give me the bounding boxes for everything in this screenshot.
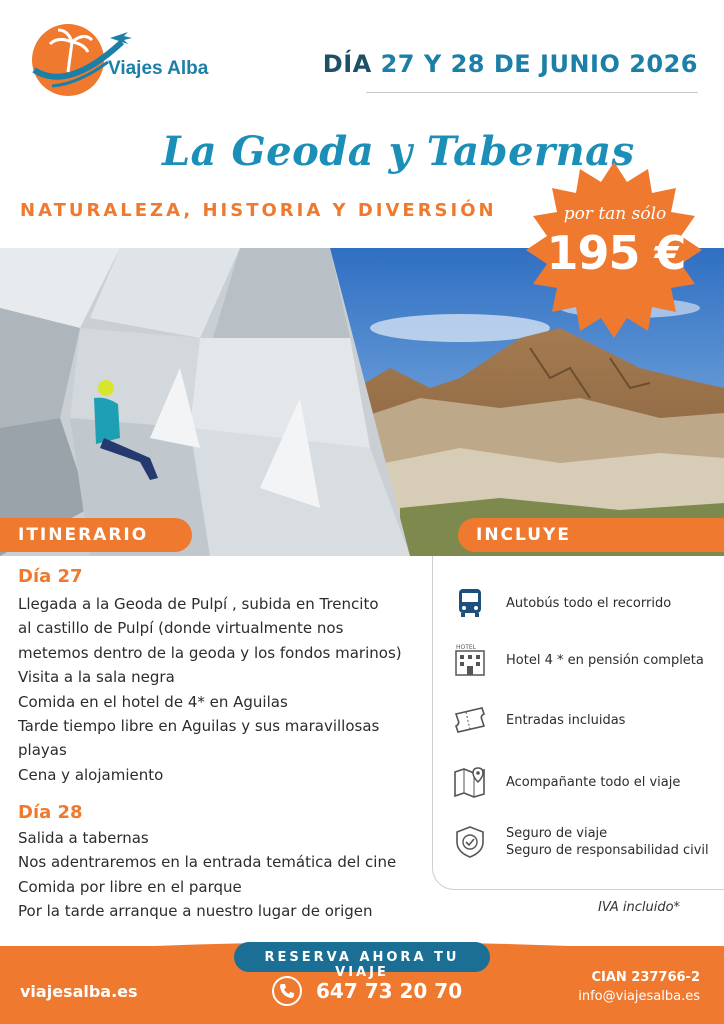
shield-icon bbox=[452, 824, 488, 860]
itinerary-tab: ITINERARIO bbox=[0, 518, 192, 552]
list-item: Nos adentraremos en la entrada temática del cine bbox=[18, 853, 397, 872]
email-link[interactable]: info@viajesalba.es bbox=[578, 989, 700, 1004]
date-text: 27 Y 28 DE JUNIO 2026 bbox=[380, 50, 698, 78]
include-bus bbox=[452, 585, 671, 621]
day-28-list bbox=[18, 826, 423, 924]
brand-name: Viajes Alba bbox=[108, 58, 209, 79]
price-amount: 195 € bbox=[546, 226, 686, 280]
include-text: Entradas incluidas bbox=[506, 712, 626, 728]
include-tickets bbox=[452, 702, 625, 738]
phone-icon bbox=[272, 976, 302, 1006]
list-item: Comida en el hotel de 4* en Aguilas bbox=[18, 692, 288, 711]
list-item: Visita a la sala negra bbox=[18, 668, 175, 687]
cian-code: CIAN 237766-2 bbox=[591, 970, 700, 985]
include-text: Acompañante todo el viaje bbox=[506, 774, 681, 790]
day-28-heading: Día 28 bbox=[18, 802, 83, 823]
map-icon bbox=[452, 764, 488, 800]
include-text-group bbox=[506, 825, 709, 859]
includes-tab: INCLUYE bbox=[458, 518, 724, 552]
phone-number: 647 73 20 70 bbox=[316, 979, 463, 1003]
list-item: Comida por libre en el parque bbox=[18, 877, 242, 896]
website-link[interactable]: viajesalba.es bbox=[20, 982, 138, 1001]
include-text: Seguro de viaje bbox=[506, 826, 608, 841]
date-prefix: DÍA bbox=[322, 50, 372, 78]
include-hotel bbox=[452, 642, 704, 678]
day-27-list bbox=[18, 592, 423, 787]
geoda-pulpi-photo bbox=[0, 248, 410, 556]
bus-icon bbox=[452, 585, 488, 621]
hotel-icon-label: HOTEL bbox=[456, 644, 477, 651]
list-item: Por la tarde arranque a nuestro lugar de origen bbox=[18, 902, 373, 921]
include-guide bbox=[452, 764, 680, 800]
list-item: Tarde tiempo libre en Aguilas y sus maravillosas bbox=[18, 717, 380, 736]
list-item: Salida a tabernas bbox=[18, 829, 149, 847]
include-text: Autobús todo el recorrido bbox=[506, 595, 672, 611]
list-item: al castillo de Pulpí (donde virtualmente nos bbox=[18, 619, 344, 638]
include-text: Hotel 4 * en pensión completa bbox=[506, 652, 704, 668]
hotel-icon bbox=[452, 642, 488, 678]
iva-note: IVA incluido* bbox=[598, 900, 681, 915]
trip-title: La Geoda y Tabernas bbox=[162, 128, 635, 175]
include-insurance bbox=[452, 824, 709, 860]
list-item: Llegada a la Geoda de Pulpí , subida en Trencito bbox=[18, 595, 379, 613]
price-label: por tan sólo bbox=[563, 204, 667, 224]
include-text-secondary: Seguro de responsabilidad civil bbox=[506, 843, 709, 858]
list-item: playas bbox=[18, 741, 67, 760]
trip-subtitle: NATURALEZA, HISTORIA Y DIVERSIÓN bbox=[20, 200, 497, 221]
list-item: metemos dentro de la geoda y los fondos marinos) bbox=[18, 643, 402, 662]
ticket-icon bbox=[452, 702, 488, 738]
trip-date bbox=[323, 50, 698, 78]
date-divider bbox=[366, 92, 698, 93]
reserve-button[interactable]: RESERVA AHORA TU VIAJE bbox=[234, 942, 490, 972]
day-27-heading: Día 27 bbox=[18, 566, 83, 587]
phone-contact[interactable] bbox=[272, 976, 462, 1006]
list-item: Cena y alojamiento bbox=[18, 765, 164, 784]
